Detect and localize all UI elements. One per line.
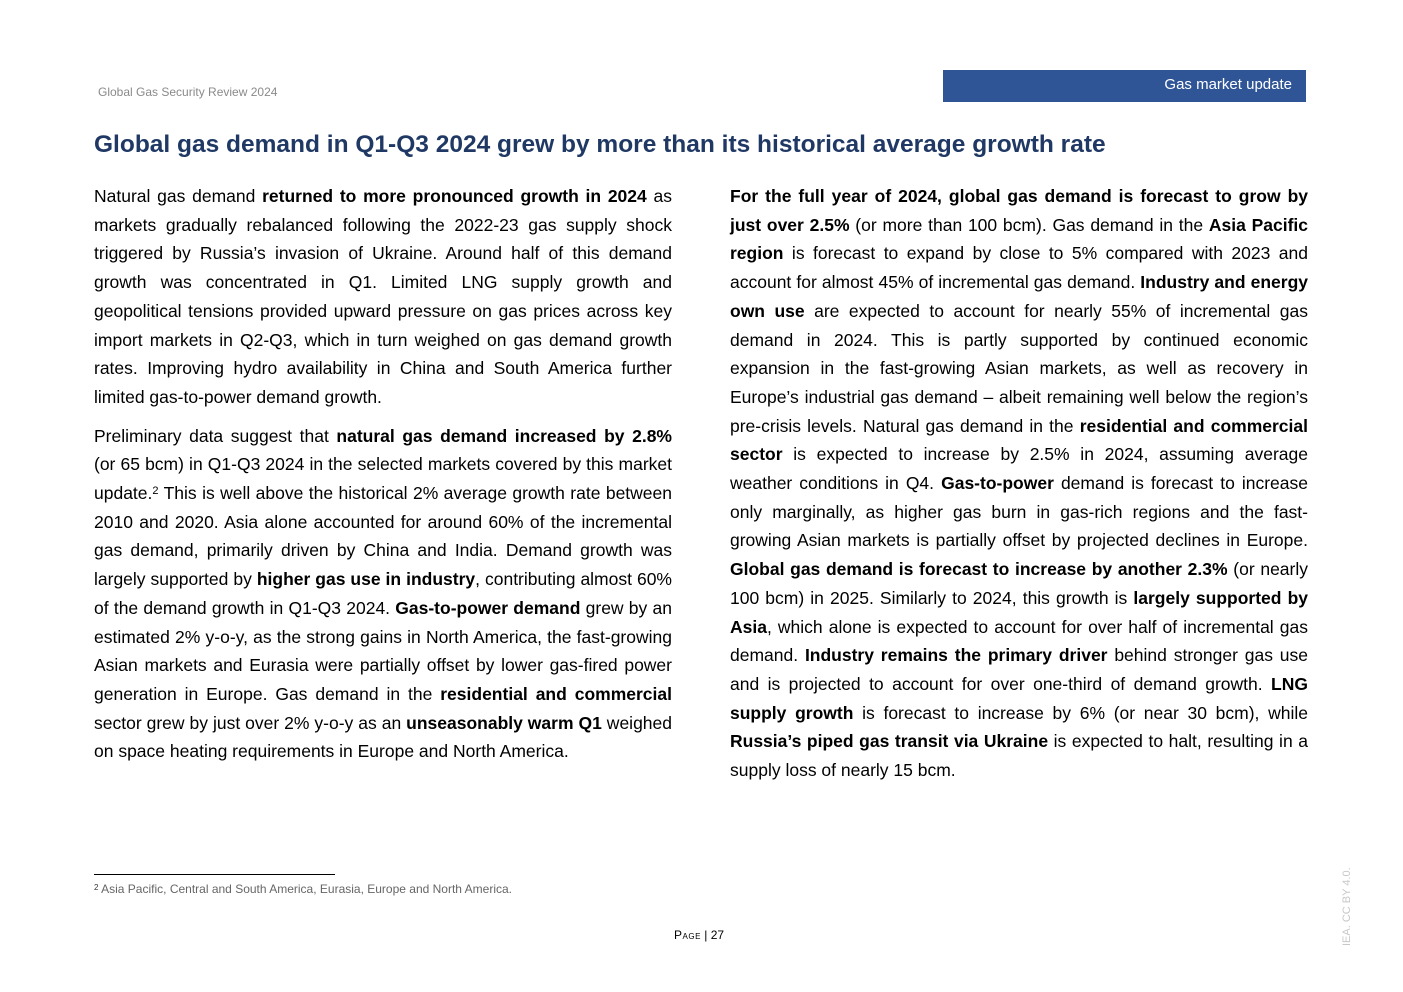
footnote <box>94 882 512 896</box>
right-paragraph-1 <box>730 182 1308 785</box>
footnote-text: Asia Pacific, Central and South America, Eurasia, Europe and North America. <box>98 882 512 896</box>
text-run: (or nearly 100 bcm) in 2025. Similarly to 2024, this growth is <box>730 559 1308 608</box>
text-run: This is well above the historical 2% average growth rate between 2010 and 2020. Asia alone accounted for around 60% of the incremental gas demand, primarily driven by China and India. Demand growth was largely supported by <box>94 483 672 590</box>
bold-run: Russia’s piped gas transit via Ukraine <box>730 731 1049 752</box>
text-run: grew by an estimated 2% y-o-y, as the strong gains in North America, the fast-growing Asian markets and Eurasia were partially offset by lower gas-fired power generation in Europe. Gas demand in the <box>94 597 672 704</box>
text-run: demand is forecast to increase only marginally, as higher gas burn in gas-rich regions and the fast-growing Asian markets is partially offset by projected declines in Europe. <box>730 473 1308 551</box>
right-column <box>730 182 1308 795</box>
text-run: are expected to account for nearly 55% of incremental gas demand in 2024. This is partly supported by continued economic expansion in the fast-growing Asian markets, as well as recovery in Europe’s industrial gas demand – albeit remaining well below the region’s pre-crisis levels. Natural gas demand in the <box>730 300 1308 436</box>
bold-run: returned to more pronounced growth in 2024 <box>262 186 647 206</box>
page-number <box>674 928 724 942</box>
page-separator: | <box>700 928 711 942</box>
footnote-rule <box>94 874 335 875</box>
text-run: is forecast to expand by close to 5% compared with 2023 and account for almost 45% of incremental gas demand. <box>730 243 1308 293</box>
bold-run: higher gas use in industry <box>256 569 476 590</box>
left-paragraph-1 <box>94 182 672 412</box>
page-title: Global gas demand in Q1-Q3 2024 grew by more than its historical average growth rate <box>94 131 1106 158</box>
text-run: Preliminary data suggest that <box>94 425 337 446</box>
page-number-value: 27 <box>710 928 725 942</box>
page-label: Page <box>674 928 701 942</box>
text-run: , which alone is expected to account for over half of incremental gas demand. <box>730 616 1308 666</box>
bold-run: natural gas demand increased by 2.8% <box>336 425 672 446</box>
document-title: Global Gas Security Review 2024 <box>98 85 278 99</box>
text-run: as markets gradually rebalanced following the 2022-23 gas supply shock triggered by Russia’s invasion of Ukraine. Around half of this demand growth was concentrated in Q1. Limited LNG supply growth and geopolitical tensions provided upward pressure on gas prices across key import markets in Q2-Q3, which in turn weighed on gas demand growth rates. Improving hydro availability in China and South America further limited gas-to-power demand growth. <box>94 186 672 407</box>
footnote-number: 2 <box>94 883 99 892</box>
footnote-reference[interactable]: 2 <box>152 485 159 498</box>
text-run: behind stronger gas use and is projected to account for over one-third of demand growth. <box>730 645 1308 694</box>
bold-run: For the full year of 2024, global gas demand is forecast to grow by just over 2.5% <box>730 186 1308 235</box>
text-run: is forecast to increase by 6% (or near 30 bcm), while <box>853 702 1308 723</box>
bold-run: LNG supply growth <box>730 673 1308 723</box>
text-run: is expected to increase by 2.5% in 2024, assuming average weather conditions in Q4. <box>730 444 1308 494</box>
text-run: (or 65 bcm) in Q1-Q3 2024 in the selected markets covered by this market update. <box>94 454 672 504</box>
section-tab: Gas market update <box>943 70 1306 102</box>
text-run: weighed on space heating requirements in Europe and North America. <box>94 712 672 762</box>
bold-run: Gas-to-power demand <box>395 597 581 618</box>
left-paragraph-2 <box>94 422 672 766</box>
text-run: (or more than 100 bcm). Gas demand in the <box>849 214 1209 235</box>
bold-run: Gas-to-power <box>941 473 1054 494</box>
bold-run: residential and commercial <box>440 683 672 704</box>
bold-run: unseasonably warm Q1 <box>406 712 602 733</box>
text-run: , contributing almost 60% of the demand growth in Q1-Q3 2024. <box>94 569 672 618</box>
text-run: is expected to halt, resulting in a supply loss of nearly 15 bcm. <box>730 731 1308 781</box>
bold-run: largely supported by Asia <box>730 587 1309 637</box>
license-notice: IEA. CC BY 4.0. <box>1341 867 1353 946</box>
bold-run: Industry remains the primary driver <box>804 645 1108 666</box>
bold-run: Global gas demand is forecast to increase by another 2.3% <box>730 559 1228 580</box>
bold-run: Industry and energy own use <box>730 272 1308 321</box>
left-column <box>94 182 672 776</box>
bold-run: Asia Pacific region <box>730 214 1309 264</box>
text-run: Natural gas demand <box>94 186 263 206</box>
bold-run: residential and commercial sector <box>730 415 1308 465</box>
text-run: sector grew by just over 2% y-o-y as an <box>94 712 407 733</box>
